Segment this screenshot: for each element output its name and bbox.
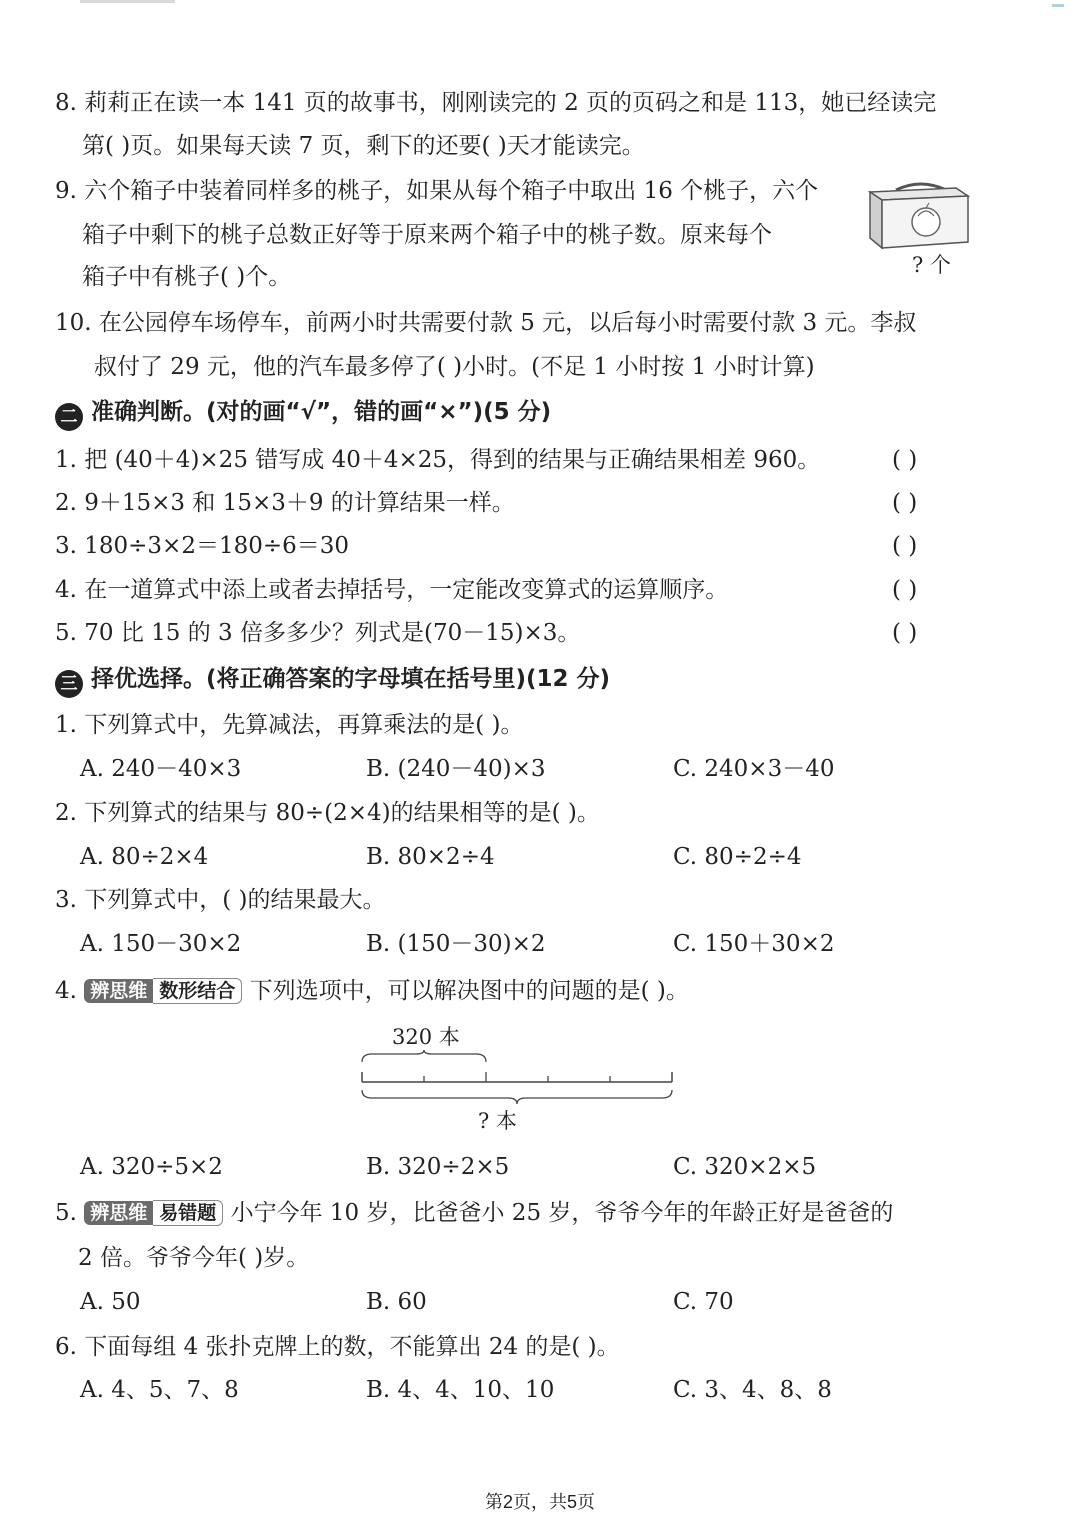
q10-line2: 叔付了 29 元，他的汽车最多停了( )小时。(不足 1 小时按 1 小时计算) — [94, 354, 815, 380]
page-number: 第2页，共5页 — [484, 1492, 596, 1512]
choice-q6-stem: 6. 下面每组 4 张扑克牌上的数，不能算出 24 的是( )。 — [55, 1334, 620, 1360]
choice-q5-option-b[interactable]: B. 60 — [366, 1289, 427, 1315]
top-edge-mark — [80, 0, 175, 3]
section3-heading — [55, 664, 610, 698]
judge-item-4: 4. 在一道算式中添上或者去掉括号，一定能改变算式的运算顺序。 — [55, 577, 729, 603]
choice-q2-option-a[interactable]: A. 80÷2×4 — [80, 844, 209, 870]
q9-line1: 9. 六个箱子中装着同样多的桃子，如果从每个箱子中取出 16 个桃子，六个 — [55, 178, 819, 204]
judge-answer-1[interactable]: ( ) — [892, 447, 918, 473]
line-segment-diagram — [358, 1050, 678, 1104]
category-tag: 易错题 — [153, 1200, 223, 1226]
choice-q5-stem-line2: 2 倍。爷爷今年( )岁。 — [78, 1245, 310, 1271]
choice-q1-option-b[interactable]: B. (240－40)×3 — [366, 756, 546, 782]
choice-q2-option-b[interactable]: B. 80×2÷4 — [366, 844, 495, 870]
choice-q2-option-c[interactable]: C. 80÷2÷4 — [673, 844, 802, 870]
q10-line1: 10. 在公园停车场停车，前两小时共需要付款 5 元，以后每小时需要付款 3 元。李叔 — [55, 310, 917, 336]
choice-q4-stem-line — [55, 976, 689, 1006]
q8-line2: 第( )页。如果每天读 7 页，剩下的还要( )天才能读完。 — [82, 133, 645, 159]
judge-item-3: 3. 180÷3×2＝180÷6＝30 — [55, 533, 350, 559]
choice-q5-option-a[interactable]: A. 50 — [80, 1289, 141, 1315]
corner-mark — [1052, 4, 1064, 7]
choice-q3-option-a[interactable]: A. 150－30×2 — [80, 931, 242, 957]
judge-answer-4[interactable]: ( ) — [892, 577, 918, 603]
peach-box-illustration — [866, 176, 972, 254]
judge-answer-3[interactable]: ( ) — [892, 533, 918, 559]
choice-q4-option-a[interactable]: A. 320÷5×2 — [80, 1154, 223, 1180]
choice-q5-number: 5. — [55, 1200, 77, 1226]
choice-q5-stem: 小宁今年 10 岁，比爸爸小 25 岁，爷爷今年的年龄正好是爸爸的 — [230, 1200, 894, 1226]
q8-line1: 8. 莉莉正在读一本 141 页的故事书，刚刚读完的 2 页的页码之和是 113，她已经读完 — [55, 90, 937, 116]
choice-q4-number: 4. — [55, 978, 77, 1004]
choice-q6-option-c[interactable]: C. 3、4、8、8 — [673, 1377, 832, 1403]
q9-line2: 箱子中剩下的桃子总数正好等于原来两个箱子中的桃子数。原来每个 — [82, 222, 772, 248]
section2-title: 准确判断。(对的画“√”，错的画“×”)(5 分) — [91, 399, 552, 425]
choice-q1-stem: 1. 下列算式中，先算减法，再算乘法的是( )。 — [55, 712, 524, 738]
judge-answer-5[interactable]: ( ) — [892, 620, 918, 646]
section3-number-icon: 三 — [55, 670, 83, 698]
thinking-tag: 辨思维 — [84, 1201, 153, 1225]
choice-q6-option-b[interactable]: B. 4、4、10、10 — [366, 1377, 555, 1403]
thinking-tag: 辨思维 — [84, 979, 153, 1003]
choice-q3-option-c[interactable]: C. 150＋30×2 — [673, 931, 835, 957]
choice-q2-stem: 2. 下列算式的结果与 80÷(2×4)的结果相等的是( )。 — [55, 800, 600, 826]
category-tag: 数形结合 — [153, 978, 242, 1004]
judge-item-2: 2. 9＋15×3 和 15×3＋9 的计算结果一样。 — [55, 490, 515, 516]
choice-q5-stem-line — [55, 1198, 893, 1228]
choice-q4-stem: 下列选项中，可以解决图中的问题的是( )。 — [249, 978, 689, 1004]
section2-number-icon: 二 — [55, 403, 83, 431]
judge-answer-2[interactable]: ( ) — [892, 490, 918, 516]
diagram-bottom-label: ? 本 — [478, 1109, 517, 1133]
choice-q5-option-c[interactable]: C. 70 — [673, 1289, 734, 1315]
choice-q1-option-c[interactable]: C. 240×3－40 — [673, 756, 835, 782]
choice-q3-stem: 3. 下列算式中，( )的结果最大。 — [55, 887, 386, 913]
judge-item-1: 1. 把 (40＋4)×25 错写成 40＋4×25，得到的结果与正确结果相差 960。 — [55, 447, 821, 473]
section2-heading — [55, 397, 551, 431]
choice-q3-option-b[interactable]: B. (150－30)×2 — [366, 931, 546, 957]
choice-q4-option-b[interactable]: B. 320÷2×5 — [366, 1154, 510, 1180]
choice-q4-option-c[interactable]: C. 320×2×5 — [673, 1154, 817, 1180]
diagram-top-label: 320 本 — [392, 1025, 460, 1049]
choice-q6-option-a[interactable]: A. 4、5、7、8 — [80, 1377, 239, 1403]
section3-title: 择优选择。(将正确答案的字母填在括号里)(12 分) — [91, 666, 611, 692]
q9-box-caption: ? 个 — [912, 253, 951, 277]
judge-item-5: 5. 70 比 15 的 3 倍多多少？列式是(70－15)×3。 — [55, 620, 581, 646]
choice-q1-option-a[interactable]: A. 240－40×3 — [80, 756, 242, 782]
q9-line3: 箱子中有桃子( )个。 — [82, 264, 292, 290]
